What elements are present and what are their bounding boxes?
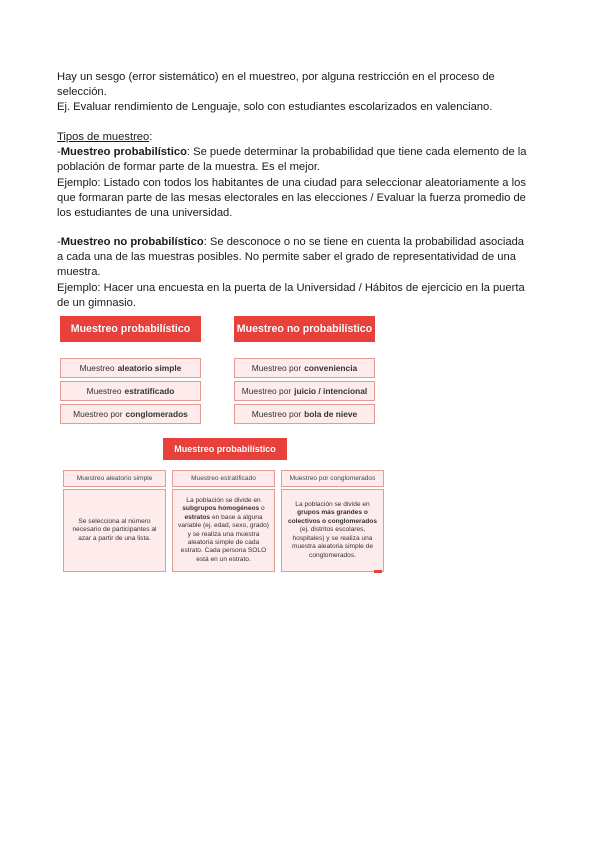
noprob-item-bola-nieve: Muestreo por bola de nieve xyxy=(234,404,375,424)
intro-line-1: Hay un sesgo (error sistemático) en el muestreo, por alguna restricción en el proceso de selección. xyxy=(57,71,495,99)
noprob-item-conveniencia: Muestreo por conveniencia xyxy=(234,358,375,378)
noprob-diagram-title: Muestreo no probabilístico xyxy=(234,316,375,342)
noprob-definition: : Se desconoce o no se tiene en cuenta la probabilidad asociada a cada una de las muestras posibles. No permite saber el grado de representatividad de una muestra. xyxy=(57,236,525,279)
col-body-aleatorio: Se selecciona al número necesario de participantes al azar a partir de una lista. xyxy=(63,489,166,572)
intro-paragraph xyxy=(57,70,527,116)
prob-detail-title: Muestreo probabilístico xyxy=(163,438,287,460)
col-body-estratificado: La población se divide en subgrupos homogéneos o estratos en base a alguna variable (ej. edad, sexo, grado) y se realiza una muestra aleatoria simple de cada estrato. Cada persona SOLO está en un estrato. xyxy=(172,489,275,572)
noprob-item-juicio: Muestreo por juicio / intencional xyxy=(234,381,375,401)
prob-example: Ejemplo: Listado con todos los habitantes de una ciudad para seleccionar aleatoriamente a los que formaran parte de las mesas electorales en las elecciones / Evaluar la fuerza promedio de los estudiantes de una universidad. xyxy=(57,176,526,220)
prob-item-estratificado: Muestreo estratificado xyxy=(60,381,201,401)
prob-item-conglomerados: Muestreo por conglomerados xyxy=(60,404,201,424)
prob-term: Muestreo probabilístico xyxy=(60,146,187,159)
col-header-aleatorio: Muestreo aleatorio simple xyxy=(63,470,166,487)
corner-mark xyxy=(374,570,382,573)
noprob-paragraph: -Muestreo no probabilístico: Se desconoce o no se tiene en cuenta la probabilidad asociada a cada una de las muestras posibles. No permite saber el grado de representatividad de una muestra. Ejemplo: Hacer una encuesta en la puerta de la Universidad / Hábitos de ejercicio en la puerta de un gimnasio. xyxy=(57,236,525,309)
noprob-example: Ejemplo: Hacer una encuesta en la puerta de la Universidad / Hábitos de ejercicio en la puerta de un gimnasio. xyxy=(57,281,525,309)
prob-definition: : Se puede determinar la probabilidad que tiene cada elemento de la población de formar parte de la muestra. Es el mejor. xyxy=(57,146,527,174)
prob-paragraph: Tipos de muestreo: -Muestreo probabilístico: Se puede determinar la probabilidad que tiene cada elemento de la población de formar parte de la muestra. Es el mejor. Ejemplo: Listado con todos los habitantes de una ciudad para seleccionar aleatoriamente a los que formaran parte de las mesas electorales en las elecciones / Evaluar la fuerza promedio de los estudiantes de una universidad. xyxy=(57,131,527,220)
noprob-term: Muestreo no probabilístico xyxy=(60,236,204,248)
tipos-heading: Tipos de muestreo xyxy=(57,131,150,143)
col-header-estratificado: Muestreo estratificado xyxy=(172,470,275,487)
prob-item-aleatorio: Muestreo aleatorio simple xyxy=(60,358,201,378)
prob-diagram-title: Muestreo probabilístico xyxy=(60,316,201,342)
col-header-conglomerados: Muestreo por conglomerados xyxy=(281,470,384,487)
col-body-conglomerados: La población se divide en grupos más grandes o colectivos o conglomerados (ej. distritos escolares, hospitales) y se realiza una muestra aleatoria simple de conglomerados. xyxy=(281,489,384,572)
intro-line-2: Ej. Evaluar rendimiento de Lenguaje, solo con estudiantes escolarizados en valenciano. xyxy=(57,101,493,114)
